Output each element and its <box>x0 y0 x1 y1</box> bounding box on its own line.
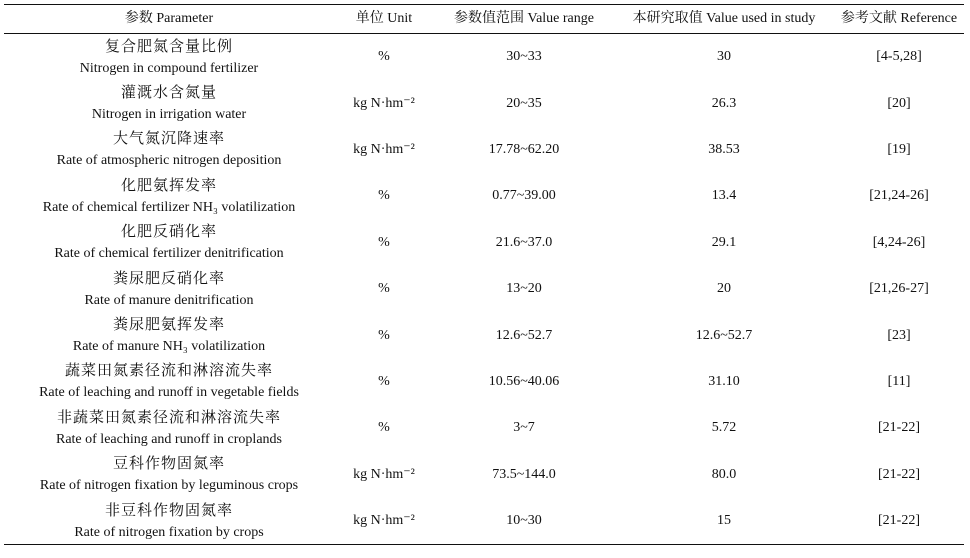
unit-cell: % <box>378 49 390 65</box>
header-unit: 单位 Unit <box>355 11 413 26</box>
reference-cell: [23] <box>887 327 911 343</box>
reference-cell: [20] <box>887 95 911 111</box>
used-cell: 29.1 <box>711 234 737 250</box>
param-cell <box>4 80 334 126</box>
param-name-zh: 粪尿肥反硝化率 <box>112 270 225 287</box>
reference-cell: [4-5,28] <box>876 49 922 65</box>
unit-cell: % <box>378 373 390 389</box>
table-row <box>4 312 964 358</box>
param-name-en: Rate of chemical fertilizer NH₃ volatilization <box>42 199 296 215</box>
range-cell: 13~20 <box>506 281 542 297</box>
used-cell: 31.10 <box>708 373 740 389</box>
param-cell <box>4 34 334 81</box>
param-cell <box>4 405 334 451</box>
parameter-table <box>4 4 964 545</box>
param-cell <box>4 220 334 266</box>
param-name-en: Rate of manure denitrification <box>84 292 254 308</box>
param-name-en: Rate of leaching and runoff in vegetable fields <box>39 385 299 401</box>
header-reference: 参考文献 Reference <box>840 11 958 26</box>
reference-cell: [21-22] <box>878 513 920 529</box>
reference-cell: [21,24-26] <box>869 188 929 204</box>
param-name-zh: 灌溉水含氮量 <box>120 85 217 102</box>
parameter-table-container <box>0 4 970 545</box>
range-cell: 20~35 <box>506 95 542 111</box>
param-cell <box>4 312 334 358</box>
used-cell: 26.3 <box>711 95 737 111</box>
param-name-zh: 复合肥氮含量比例 <box>104 38 233 55</box>
unit-cell: kg N·hm⁻² <box>353 466 415 482</box>
range-cell: 12.6~52.7 <box>495 327 553 343</box>
param-name-en: Rate of nitrogen fixation by crops <box>74 524 264 540</box>
unit-cell: % <box>378 281 390 297</box>
unit-cell: % <box>378 234 390 250</box>
unit-cell: kg N·hm⁻² <box>353 95 415 111</box>
used-cell: 20 <box>717 281 731 297</box>
reference-cell: [21-22] <box>878 466 920 482</box>
header-range: 参数值范围 Value range <box>454 11 594 26</box>
range-cell: 73.5~144.0 <box>492 466 556 482</box>
table-body <box>4 34 964 545</box>
range-cell: 3~7 <box>513 420 535 436</box>
unit-cell: % <box>378 327 390 343</box>
unit-cell: % <box>378 420 390 436</box>
param-name-zh: 豆科作物固氮率 <box>112 456 225 473</box>
param-name-zh: 化肥氨挥发率 <box>120 177 217 194</box>
param-cell <box>4 127 334 173</box>
param-name-zh: 化肥反硝化率 <box>120 224 217 241</box>
range-cell: 10.56~40.06 <box>488 373 560 389</box>
header-row <box>4 5 964 34</box>
reference-cell: [21-22] <box>878 420 920 436</box>
table-row <box>4 405 964 451</box>
reference-cell: [21,26-27] <box>869 281 929 297</box>
param-name-zh: 大气氮沉降速率 <box>112 131 225 148</box>
param-name-en: Rate of manure NH₃ volatilization <box>72 339 266 355</box>
param-name-en: Rate of leaching and runoff in croplands <box>55 431 282 447</box>
unit-cell: % <box>378 188 390 204</box>
range-cell: 17.78~62.20 <box>488 141 560 157</box>
table-row <box>4 452 964 498</box>
param-name-en: Rate of chemical fertilizer denitrification <box>54 246 284 262</box>
unit-cell: kg N·hm⁻² <box>353 141 415 157</box>
range-cell: 30~33 <box>506 49 542 65</box>
range-cell: 10~30 <box>506 513 542 529</box>
param-name-zh: 粪尿肥氨挥发率 <box>112 317 225 334</box>
table-row <box>4 34 964 81</box>
used-cell: 5.72 <box>711 420 737 436</box>
reference-cell: [19] <box>887 141 911 157</box>
param-name-zh: 非蔬菜田氮素径流和淋溶流失率 <box>56 409 281 426</box>
param-name-zh: 蔬菜田氮素径流和淋溶流失率 <box>64 363 273 380</box>
unit-cell: kg N·hm⁻² <box>353 513 415 529</box>
used-cell: 12.6~52.7 <box>695 327 753 343</box>
table-row <box>4 173 964 219</box>
header-used: 本研究取值 Value used in study <box>632 11 816 26</box>
used-cell: 13.4 <box>711 188 737 204</box>
table-row <box>4 220 964 266</box>
param-name-zh: 非豆科作物固氮率 <box>104 502 233 519</box>
param-cell <box>4 173 334 219</box>
table-row <box>4 127 964 173</box>
used-cell: 15 <box>717 513 731 529</box>
reference-cell: [4,24-26] <box>872 234 926 250</box>
used-cell: 30 <box>717 49 731 65</box>
table-row <box>4 359 964 405</box>
table-row <box>4 266 964 312</box>
header-parameter: 参数 Parameter <box>124 11 214 26</box>
table-row <box>4 498 964 545</box>
range-cell: 21.6~37.0 <box>495 234 553 250</box>
param-name-en: Rate of nitrogen fixation by leguminous crops <box>39 478 299 494</box>
param-name-en: Nitrogen in irrigation water <box>91 107 247 123</box>
param-name-en: Rate of atmospheric nitrogen deposition <box>56 153 282 169</box>
range-cell: 0.77~39.00 <box>492 188 556 204</box>
param-cell <box>4 452 334 498</box>
reference-cell: [11] <box>887 373 911 389</box>
used-cell: 38.53 <box>708 141 740 157</box>
param-cell <box>4 498 334 545</box>
param-name-en: Nitrogen in compound fertilizer <box>79 60 259 76</box>
param-cell <box>4 266 334 312</box>
used-cell: 80.0 <box>711 466 737 482</box>
param-cell <box>4 359 334 405</box>
table-row <box>4 80 964 126</box>
table-header <box>4 5 964 34</box>
